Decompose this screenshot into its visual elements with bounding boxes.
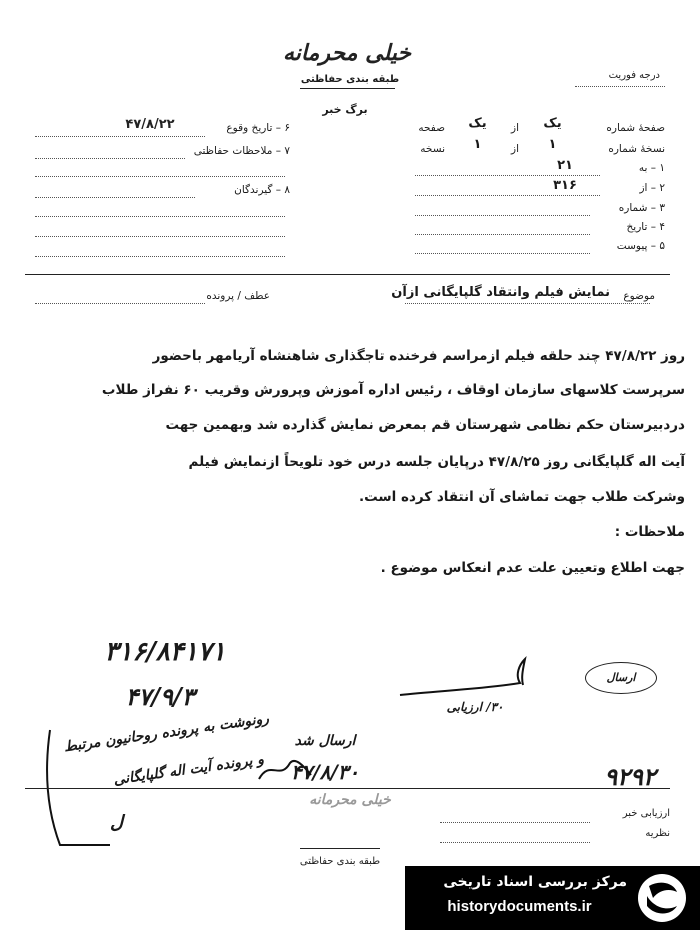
copy-number-label: نسخهٔ شماره <box>608 143 665 155</box>
header-underline <box>300 88 395 89</box>
agency-label: طبقه بندی حفاظتی <box>300 74 400 85</box>
form-divider <box>25 274 670 275</box>
form-title: برگ خبر <box>322 103 368 116</box>
margin-note-line-1: رونوشت به پرونده روحانیون مرتبط <box>62 710 270 756</box>
recipients-dots-3 <box>35 236 285 237</box>
to-label: ۱ – به <box>638 162 665 174</box>
attachment-label: ۵ – پیوست <box>616 240 665 252</box>
subject-dots <box>405 303 650 304</box>
body-line: سرپرست کلاسهای سازمان اوقاف ، رئیس اداره آموزش وپرورش وقریب ۶۰ نفراز طلاب <box>101 382 685 398</box>
event-date-label: ۶ – تاریخ وقوع <box>226 122 290 134</box>
footer-classification: طبقه بندی حفاظتی <box>299 856 381 867</box>
footer-divider <box>25 788 670 789</box>
security-notes-dots-1 <box>35 158 185 159</box>
body-line: وشرکت طلاب جهت تماشای آن انتقاد کرده است. <box>358 489 685 505</box>
page-number-label: صفحهٔ شماره <box>606 122 665 134</box>
copy-number-value: ۱ <box>548 137 557 152</box>
recipients-dots-2 <box>35 216 285 217</box>
reference-label: عطف / پرونده <box>206 290 270 302</box>
sent-label: ارسال شد <box>294 733 356 749</box>
evaluation-dots <box>440 822 590 823</box>
security-notes-dots-2 <box>35 176 285 177</box>
attachment-dots <box>415 253 590 254</box>
recipients-dots-1 <box>35 197 195 198</box>
to-dots <box>415 175 600 176</box>
from-dots <box>415 195 600 196</box>
footer-stamp: خیلی محرمانه <box>309 792 391 808</box>
signature-mark: ل <box>110 812 124 833</box>
to-value: ۲۱ <box>557 158 573 173</box>
handwritten-date: ۴۷/۹/۳ <box>125 682 195 711</box>
from-value: ۳۱۶ <box>553 178 577 193</box>
remarks-text: جهت اطلاع وتعیین علت عدم انعکاس موضوع . <box>380 560 685 576</box>
event-date-dots <box>35 136 205 137</box>
recipients-dots-4 <box>35 256 285 257</box>
file-number-annotation: ۳۱۶/۸۴۱۷۱ <box>104 637 226 667</box>
watermark-url: historydocuments.ir <box>447 898 592 915</box>
reference-dots <box>35 303 205 304</box>
page-word: صفحه <box>418 122 445 134</box>
body-line: روز ۴۷/۸/۲۲ چند حلقه فیلم ازمراسم فرخنده تاجگذاری شاهنشاه آریامهر باحضور <box>152 348 685 364</box>
page-number-value: یک <box>543 116 562 131</box>
copy-word: نسخه <box>420 143 445 155</box>
sent-scribble-icon <box>255 755 315 785</box>
serial-number: ۹۲۹۲ <box>604 762 656 791</box>
priority-dots <box>575 86 665 87</box>
opinion-label: نظریه <box>645 828 670 839</box>
priority-label: درجه فوریت <box>608 70 660 81</box>
margin-note-line-2: و پرونده آیت اله گلپایگانی <box>112 751 265 789</box>
sent-date: ۴۷/۸/۳۰ <box>290 760 360 784</box>
security-notes-label: ۷ – ملاحظات حفاظتی <box>193 145 290 157</box>
copy-total-value: ۱ <box>473 137 482 152</box>
watermark-logo-icon <box>635 872 690 924</box>
classification-stamp: خیلی محرمانه <box>282 40 412 66</box>
date-dots <box>415 234 590 235</box>
subject-label: موضوع <box>623 290 655 302</box>
body-line: آیت اله گلپایگانی روز ۴۷/۸/۲۵ درپایان جلسه درس خود تلویحاً ازنمایش فیلم <box>188 454 685 470</box>
body-line: دردبیرستان حکم نظامی شهرستان قم بمعرض نمایش گذارده شد وبهمین جهت <box>165 417 685 433</box>
signature-note: ۳۰/ ارزیابی <box>446 700 504 714</box>
recipients-label: ۸ – گیرندگان <box>234 184 290 196</box>
opinion-dots <box>440 842 590 843</box>
number-dots <box>415 215 590 216</box>
margin-bracket-icon <box>40 725 120 855</box>
from-label: ۲ – از <box>639 182 665 194</box>
watermark-org-name: مرکز بررسی اسناد تاریخی <box>443 874 627 890</box>
date-label: ۴ – تاریخ <box>626 221 665 233</box>
footer-line <box>300 848 380 849</box>
number-label: ۳ – شماره <box>618 202 665 214</box>
page-total-value: یک <box>468 116 487 131</box>
subject-value: نمایش فیلم وانتقاد گلپایگانی ازآن <box>391 285 610 300</box>
event-date-value: ۴۷/۸/۲۲ <box>125 117 175 132</box>
remarks-label: ملاحظات : <box>614 524 685 540</box>
copy-of-label: از <box>511 143 519 155</box>
page-of-label: از <box>511 122 519 134</box>
evaluation-label: ارزیابی خبر <box>622 808 670 819</box>
signature-stroke-icon <box>395 655 545 705</box>
oval-stamp: ارسال <box>585 662 657 694</box>
